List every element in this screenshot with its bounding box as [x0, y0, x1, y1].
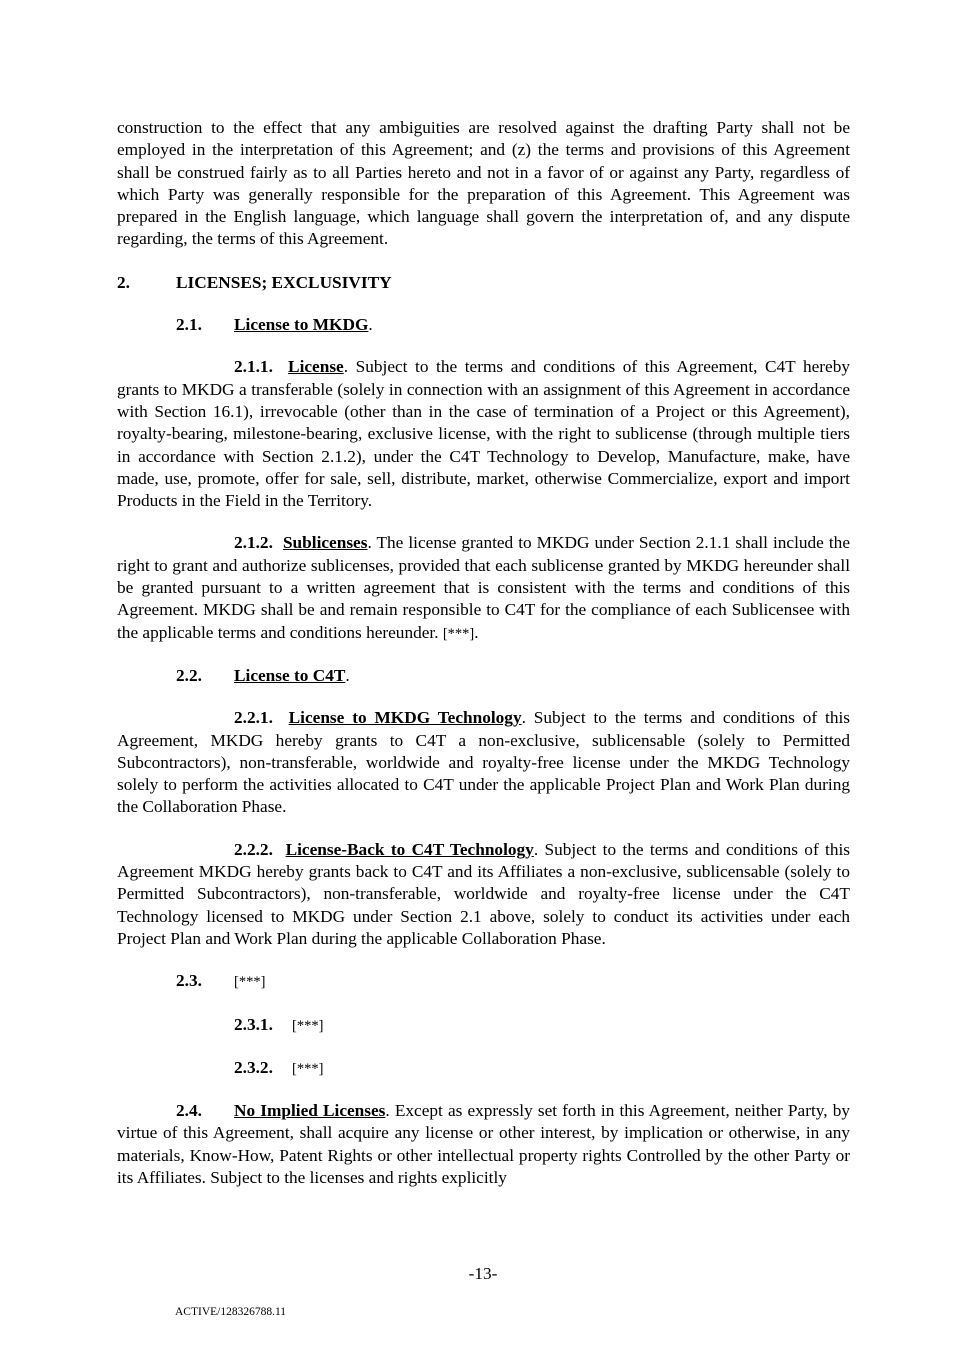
section-number: 2.1.	[176, 315, 202, 335]
section-end: .	[474, 622, 479, 642]
section-title: License to MKDG Technology	[288, 708, 522, 728]
section-text: . The license granted to MKDG under Section 2.1.1 shall include the right to grant and authorize sublicenses, provided that each sublicense granted by MKDG hereunder shall be granted pursuant to a written agreement that is consistent with the terms and conditions of this Agreement. MKDG shall be and remain responsible to C4T for the compliance of each Sublicensee with the applicable terms and conditions hereunder.	[117, 533, 850, 642]
section-2-4	[117, 1100, 850, 1189]
section-title: Sublicenses	[282, 533, 368, 553]
redaction-mark: [***]	[442, 625, 475, 642]
section-title: LICENSES; EXCLUSIVITY	[176, 272, 392, 292]
section-text: . Except as expressly set forth in this Agreement, neither Party, by virtue of this Agreement, shall acquire any license or other interest, by implication or otherwise, in any materials, Know-How, Patent Rights or other intellectual property rights Controlled by the other Party or its Affiliates. Subject to the licenses and rights explicitly	[117, 1101, 850, 1187]
section-number: 2.4.	[176, 1101, 202, 1121]
section-title: License to MKDG	[234, 315, 369, 335]
section-text: . Subject to the terms and conditions of this Agreement, MKDG hereby grants to C4T a non-exclusive, sublicensable (solely to Permitted Subcontractors), non-transferable, worldwide and royalty-free license under the MKDG Technology solely to perform the activities allocated to C4T under the applicable Project Plan and Work Plan during the Collaboration Phase.	[117, 708, 851, 817]
section-number: 2.3.1.	[234, 1014, 273, 1034]
section-2-1-1	[117, 356, 850, 512]
section-number: 2.	[117, 272, 130, 292]
redaction-mark: [***]	[234, 974, 266, 991]
section-title: License to C4T	[234, 665, 346, 685]
section-text: . Subject to the terms and conditions of this Agreement MKDG hereby grants back to C4T and its Affiliates a non-exclusive, sublicensable (solely to Permitted Subcontractors), non-transferable, worldwide and royalty-free license under the C4T Technology licensed to MKDG under Section 2.1 above, solely to conduct its activities under each Project Plan and Work Plan during the applicable Collaboration Phase.	[117, 839, 851, 948]
section-2-2-heading	[117, 665, 850, 687]
section-title: License	[288, 357, 344, 377]
section-2-heading	[117, 272, 850, 294]
document-id: ACTIVE/128326788.11	[175, 1306, 287, 1318]
section-2-3-heading	[117, 970, 850, 993]
section-2-3-2-heading	[117, 1057, 850, 1080]
section-number: 2.1.2.	[234, 533, 273, 553]
page-number: -13-	[468, 1264, 498, 1283]
section-number: 2.2.	[176, 665, 202, 685]
section-title: License-Back to C4T Technology	[285, 839, 534, 859]
section-2-2-1	[117, 707, 850, 818]
section-title: No Implied Licenses	[234, 1101, 386, 1121]
section-number: 2.2.2.	[234, 839, 273, 859]
section-punct: .	[345, 665, 350, 685]
section-text: . Subject to the terms and conditions of this Agreement, C4T hereby grants to MKDG a transferable (solely in connection with an assignment of this Agreement in accordance with Section 16.1), irrevocable (other than in the case of termination of a Project or this Agreement), royalty-bearing, milestone-bearing, exclusive license, with the right to sublicense (through multiple tiers in accordance with Section 2.1.2), under the C4T Technology to Develop, Manufacture, make, have made, use, promote, offer for sale, sell, distribute, market, otherwise Commercialize, export and import Products in the Field in the Territory.	[117, 357, 851, 511]
section-number: 2.3.2.	[234, 1057, 273, 1077]
section-number: 2.2.1.	[234, 708, 273, 728]
section-2-3-1-heading	[117, 1014, 850, 1037]
section-number: 2.3.	[176, 971, 202, 991]
section-2-1-heading	[117, 314, 850, 336]
section-punct: .	[368, 315, 373, 335]
document-page	[117, 117, 850, 1189]
section-2-2-2	[117, 839, 850, 950]
redaction-mark: [***]	[292, 1060, 324, 1077]
section-number: 2.1.1.	[234, 357, 273, 377]
section-2-1-2	[117, 532, 850, 644]
redaction-mark: [***]	[292, 1017, 324, 1034]
intro-paragraph: construction to the effect that any ambiguities are resolved against the drafting Party shall not be employed in the interpretation of this Agreement; and (z) the terms and provisions of this Agreement shall be construed fairly as to all Parties hereto and not in a favor of or against any Party, regardless of which Party was generally responsible for the preparation of this Agreement. This Agreement was prepared in the English language, which language shall govern the interpretation of, and any dispute regarding, the terms of this Agreement.	[117, 118, 850, 249]
